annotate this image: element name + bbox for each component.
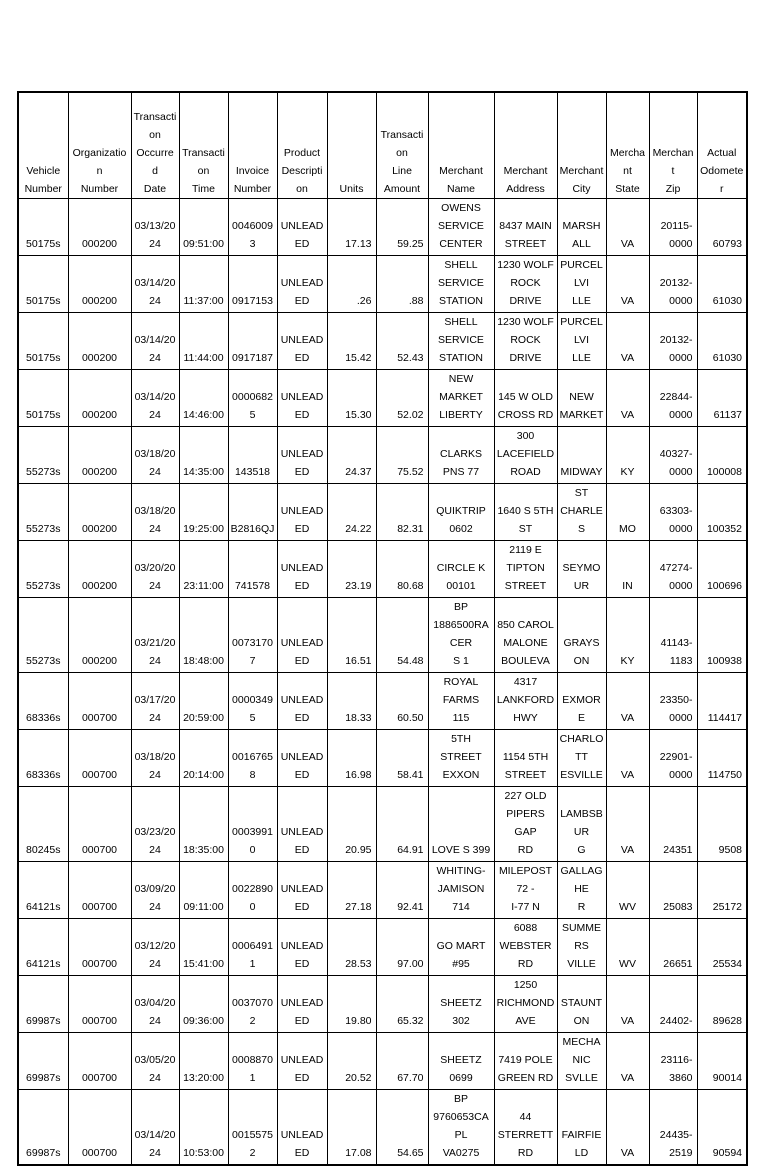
table-cell: 22901-0000	[649, 730, 697, 787]
table-row	[18, 541, 747, 598]
table-cell: 09:11:00	[179, 862, 228, 919]
table-cell: 69987s	[18, 1033, 68, 1090]
table-cell: 00006825	[228, 370, 277, 427]
table-cell: VA	[606, 370, 649, 427]
table-cell: 25083	[649, 862, 697, 919]
table-cell: 61030	[697, 256, 747, 313]
table-cell: 16.51	[327, 598, 376, 673]
table-cell: UNLEADED	[277, 787, 327, 862]
table-cell: 23350-0000	[649, 673, 697, 730]
table-cell: 03/14/2024	[131, 1090, 179, 1166]
table-cell: SHELL SERVICE STATION	[428, 313, 494, 370]
table-cell: ST CHARLES	[557, 484, 606, 541]
table-cell: 227 OLD PIPERS GAP RD	[494, 787, 557, 862]
table-cell: 82.31	[376, 484, 428, 541]
table-cell: 03/12/2024	[131, 919, 179, 976]
table-cell: UNLEADED	[277, 427, 327, 484]
table-cell: 68336s	[18, 673, 68, 730]
table-cell: VA	[606, 1090, 649, 1166]
table-cell: 00003495	[228, 673, 277, 730]
table-cell: CIRCLE K 00101	[428, 541, 494, 598]
table-cell: LAMBSBUR G	[557, 787, 606, 862]
table-cell: GO MART #95	[428, 919, 494, 976]
table-cell: 14:35:00	[179, 427, 228, 484]
table-cell: UNLEADED	[277, 484, 327, 541]
table-cell: UNLEADED	[277, 919, 327, 976]
table-cell: 000700	[68, 1090, 131, 1166]
table-cell: 000700	[68, 1033, 131, 1090]
table-cell: 44 STERRETT RD	[494, 1090, 557, 1166]
table-cell: KY	[606, 598, 649, 673]
table-cell: 03/23/2024	[131, 787, 179, 862]
table-cell: 000200	[68, 427, 131, 484]
table-cell: SEYMOUR	[557, 541, 606, 598]
column-header: Units	[327, 92, 376, 199]
table-cell: 16.98	[327, 730, 376, 787]
table-row	[18, 673, 747, 730]
table-cell: 22844-0000	[649, 370, 697, 427]
table-cell: 55273s	[18, 484, 68, 541]
table-cell: GRAYSON	[557, 598, 606, 673]
table-cell: .26	[327, 256, 376, 313]
table-cell: 4317 LANKFORD HWY	[494, 673, 557, 730]
table-cell: 00088701	[228, 1033, 277, 1090]
table-cell: 1230 WOLF ROCK DRIVE	[494, 256, 557, 313]
table-cell: 20.95	[327, 787, 376, 862]
table-cell: 09:51:00	[179, 199, 228, 256]
table-cell: 19.80	[327, 976, 376, 1033]
table-cell: 03/14/2024	[131, 313, 179, 370]
table-cell: VA	[606, 256, 649, 313]
table-cell: 20132-0000	[649, 313, 697, 370]
table-cell: MILEPOST 72 - I-77 N	[494, 862, 557, 919]
table-cell: 64121s	[18, 919, 68, 976]
table-cell: SHELL SERVICE STATION	[428, 256, 494, 313]
table-cell: 15.30	[327, 370, 376, 427]
table-row	[18, 256, 747, 313]
table-cell: 20132-0000	[649, 256, 697, 313]
table-cell: 20:14:00	[179, 730, 228, 787]
table-cell: VA	[606, 976, 649, 1033]
table-cell: 1640 S 5TH ST	[494, 484, 557, 541]
table-cell: 63303-0000	[649, 484, 697, 541]
column-header: Merchant Zip	[649, 92, 697, 199]
table-cell: 1154 5TH STREET	[494, 730, 557, 787]
table-cell: 64.91	[376, 787, 428, 862]
table-cell: 2119 E TIPTON STREET	[494, 541, 557, 598]
table-cell: 24351	[649, 787, 697, 862]
table-cell: 54.65	[376, 1090, 428, 1166]
table-cell: WV	[606, 862, 649, 919]
table-cell: 03/18/2024	[131, 730, 179, 787]
table-cell: 13:20:00	[179, 1033, 228, 1090]
table-cell: BP 9760653CAPL VA0275	[428, 1090, 494, 1166]
table-cell: 03/09/2024	[131, 862, 179, 919]
column-header: Product Description	[277, 92, 327, 199]
table-cell: 00731707	[228, 598, 277, 673]
table-cell: PURCELLVI LLE	[557, 313, 606, 370]
table-cell: 6088 WEBSTER RD	[494, 919, 557, 976]
table-cell: 000700	[68, 919, 131, 976]
column-header: Transaction Line Amount	[376, 92, 428, 199]
table-cell: 00167658	[228, 730, 277, 787]
table-cell: MO	[606, 484, 649, 541]
table-cell: QUIKTRIP 0602	[428, 484, 494, 541]
table-cell: CLARKS PNS 77	[428, 427, 494, 484]
table-row	[18, 427, 747, 484]
table-cell: 24402-	[649, 976, 697, 1033]
table-cell: 03/18/2024	[131, 427, 179, 484]
table-cell: 300 LACEFIELD ROAD	[494, 427, 557, 484]
table-cell: SHEETZ 0699	[428, 1033, 494, 1090]
column-header: Actual Odometer	[697, 92, 747, 199]
table-cell: 60793	[697, 199, 747, 256]
table-cell: 03/05/2024	[131, 1033, 179, 1090]
table-cell: 03/14/2024	[131, 370, 179, 427]
table-cell: 17.08	[327, 1090, 376, 1166]
table-row	[18, 862, 747, 919]
table-cell: 114750	[697, 730, 747, 787]
column-header: Vehicle Number	[18, 92, 68, 199]
table-cell: 1250 RICHMOND AVE	[494, 976, 557, 1033]
column-header: Merchant Address	[494, 92, 557, 199]
table-cell: PURCELLVI LLE	[557, 256, 606, 313]
table-cell: VA	[606, 787, 649, 862]
table-cell: 114417	[697, 673, 747, 730]
table-cell: 9508	[697, 787, 747, 862]
table-cell: UNLEADED	[277, 730, 327, 787]
column-header: Transaction Occurred Date	[131, 92, 179, 199]
table-row	[18, 598, 747, 673]
table-cell: 52.02	[376, 370, 428, 427]
table-cell: 20115-0000	[649, 199, 697, 256]
table-cell: VA	[606, 730, 649, 787]
table-cell: 000700	[68, 862, 131, 919]
table-cell: 03/18/2024	[131, 484, 179, 541]
table-cell: SHEETZ 302	[428, 976, 494, 1033]
table-cell: 03/17/2024	[131, 673, 179, 730]
table-cell: MECHANIC SVLLE	[557, 1033, 606, 1090]
table-cell: 143518	[228, 427, 277, 484]
table-cell: 75.52	[376, 427, 428, 484]
table-cell: UNLEADED	[277, 673, 327, 730]
table-cell: 80.68	[376, 541, 428, 598]
table-row	[18, 313, 747, 370]
table-cell: 19:25:00	[179, 484, 228, 541]
table-cell: 000700	[68, 787, 131, 862]
table-cell: 65.32	[376, 976, 428, 1033]
table-cell: EXMORE	[557, 673, 606, 730]
table-cell: 25534	[697, 919, 747, 976]
table-cell: 000700	[68, 673, 131, 730]
table-cell: IN	[606, 541, 649, 598]
table-cell: 000700	[68, 976, 131, 1033]
table-cell: 64121s	[18, 862, 68, 919]
table-cell: VA	[606, 1033, 649, 1090]
table-header-row	[18, 92, 747, 199]
table-cell: 55273s	[18, 541, 68, 598]
table-cell: 90594	[697, 1090, 747, 1166]
table-cell: 59.25	[376, 199, 428, 256]
table-cell: 09:36:00	[179, 976, 228, 1033]
table-cell: 000200	[68, 541, 131, 598]
table-cell: 61137	[697, 370, 747, 427]
table-cell: UNLEADED	[277, 541, 327, 598]
table-cell: 50175s	[18, 256, 68, 313]
table-cell: 00460093	[228, 199, 277, 256]
table-cell: BP 1886500RACER S 1	[428, 598, 494, 673]
table-cell: 00039910	[228, 787, 277, 862]
table-cell: FAIRFIELD	[557, 1090, 606, 1166]
table-cell: UNLEADED	[277, 976, 327, 1033]
table-cell: 11:44:00	[179, 313, 228, 370]
table-cell: VA	[606, 673, 649, 730]
table-cell: 000200	[68, 256, 131, 313]
table-cell: 03/14/2024	[131, 256, 179, 313]
table-cell: 89628	[697, 976, 747, 1033]
table-cell: MARSHALL	[557, 199, 606, 256]
table-cell: 100352	[697, 484, 747, 541]
table-cell: 18:35:00	[179, 787, 228, 862]
table-cell: 61030	[697, 313, 747, 370]
table-cell: UNLEADED	[277, 1033, 327, 1090]
table-cell: 25172	[697, 862, 747, 919]
table-cell: 69987s	[18, 976, 68, 1033]
table-cell: OWENS SERVICE CENTER	[428, 199, 494, 256]
table-cell: 50175s	[18, 313, 68, 370]
table-cell: 00064911	[228, 919, 277, 976]
table-cell: 15:41:00	[179, 919, 228, 976]
table-cell: 000700	[68, 730, 131, 787]
table-cell: 41143-1183	[649, 598, 697, 673]
table-row	[18, 1090, 747, 1166]
table-cell: 52.43	[376, 313, 428, 370]
column-header: Invoice Number	[228, 92, 277, 199]
table-cell: 14:46:00	[179, 370, 228, 427]
table-cell: UNLEADED	[277, 256, 327, 313]
table-row	[18, 787, 747, 862]
table-cell: KY	[606, 427, 649, 484]
table-row	[18, 730, 747, 787]
table-cell: 20.52	[327, 1033, 376, 1090]
table-row	[18, 370, 747, 427]
table-cell: SUMMERS VILLE	[557, 919, 606, 976]
table-cell: B2816QJ	[228, 484, 277, 541]
table-cell: 90014	[697, 1033, 747, 1090]
table-cell: 145 W OLD CROSS RD	[494, 370, 557, 427]
table-cell: 0917187	[228, 313, 277, 370]
table-cell: 03/13/2024	[131, 199, 179, 256]
table-cell: 68336s	[18, 730, 68, 787]
table-cell: 40327-0000	[649, 427, 697, 484]
table-cell: VA	[606, 313, 649, 370]
table-cell: 23:11:00	[179, 541, 228, 598]
table-cell: 03/04/2024	[131, 976, 179, 1033]
table-cell: 15.42	[327, 313, 376, 370]
table-cell: NEW MARKET	[557, 370, 606, 427]
table-cell: 54.48	[376, 598, 428, 673]
column-header: Transaction Time	[179, 92, 228, 199]
table-cell: 03/21/2024	[131, 598, 179, 673]
table-cell: 100696	[697, 541, 747, 598]
table-cell: 00370702	[228, 976, 277, 1033]
table-cell: 50175s	[18, 199, 68, 256]
table-cell: 1230 WOLF ROCK DRIVE	[494, 313, 557, 370]
table-cell: UNLEADED	[277, 370, 327, 427]
table-cell: 67.70	[376, 1033, 428, 1090]
table-cell: 7419 POLE GREEN RD	[494, 1033, 557, 1090]
table-cell: 27.18	[327, 862, 376, 919]
column-header: Organization Number	[68, 92, 131, 199]
table-row	[18, 199, 747, 256]
fuel-transaction-table	[17, 91, 748, 1166]
table-cell: 24.37	[327, 427, 376, 484]
table-cell: CHARLOTT ESVILLE	[557, 730, 606, 787]
table-cell: 92.41	[376, 862, 428, 919]
table-cell: 47274-0000	[649, 541, 697, 598]
table-cell: 50175s	[18, 370, 68, 427]
table-cell: 24.22	[327, 484, 376, 541]
table-cell: VA	[606, 199, 649, 256]
table-cell: 100938	[697, 598, 747, 673]
table-cell: 741578	[228, 541, 277, 598]
table-row	[18, 484, 747, 541]
table-cell: 000200	[68, 199, 131, 256]
table-cell: 0917153	[228, 256, 277, 313]
table-cell: 5TH STREET EXXON	[428, 730, 494, 787]
table-cell: UNLEADED	[277, 598, 327, 673]
column-header: Merchant Name	[428, 92, 494, 199]
table-cell: ROYAL FARMS 115	[428, 673, 494, 730]
table-cell: 80245s	[18, 787, 68, 862]
table-cell: WV	[606, 919, 649, 976]
table-cell: 000200	[68, 313, 131, 370]
table-cell: LOVE S 399	[428, 787, 494, 862]
table-cell: .88	[376, 256, 428, 313]
column-header: Merchant State	[606, 92, 649, 199]
table-cell: UNLEADED	[277, 313, 327, 370]
table-cell: 23116-3860	[649, 1033, 697, 1090]
table-cell: 58.41	[376, 730, 428, 787]
table-cell: 55273s	[18, 598, 68, 673]
table-cell: STAUNTON	[557, 976, 606, 1033]
table-cell: 55273s	[18, 427, 68, 484]
table-cell: 20:59:00	[179, 673, 228, 730]
table-cell: UNLEADED	[277, 199, 327, 256]
table-cell: 850 CAROL MALONE BOULEVA	[494, 598, 557, 673]
table-cell: 97.00	[376, 919, 428, 976]
table-cell: 18.33	[327, 673, 376, 730]
table-cell: 23.19	[327, 541, 376, 598]
table-row	[18, 919, 747, 976]
table-cell: 000200	[68, 370, 131, 427]
table-cell: 8437 MAIN STREET	[494, 199, 557, 256]
column-header: Merchant City	[557, 92, 606, 199]
table-cell: 00155752	[228, 1090, 277, 1166]
table-cell: 100008	[697, 427, 747, 484]
table-cell: 28.53	[327, 919, 376, 976]
table-cell: 17.13	[327, 199, 376, 256]
table-cell: UNLEADED	[277, 1090, 327, 1166]
table-cell: 18:48:00	[179, 598, 228, 673]
table-cell: 000200	[68, 484, 131, 541]
table-row	[18, 1033, 747, 1090]
table-cell: WHITING- JAMISON 714	[428, 862, 494, 919]
table-cell: 69987s	[18, 1090, 68, 1166]
table-cell: 10:53:00	[179, 1090, 228, 1166]
table-cell: NEW MARKET LIBERTY	[428, 370, 494, 427]
table-cell: 03/20/2024	[131, 541, 179, 598]
table-cell: 60.50	[376, 673, 428, 730]
table-cell: 00228900	[228, 862, 277, 919]
table-cell: 26651	[649, 919, 697, 976]
table-cell: 000200	[68, 598, 131, 673]
table-cell: 11:37:00	[179, 256, 228, 313]
table-cell: GALLAGHE R	[557, 862, 606, 919]
table-cell: UNLEADED	[277, 862, 327, 919]
table-cell: MIDWAY	[557, 427, 606, 484]
table-body	[18, 199, 747, 1166]
table-cell: 24435-2519	[649, 1090, 697, 1166]
